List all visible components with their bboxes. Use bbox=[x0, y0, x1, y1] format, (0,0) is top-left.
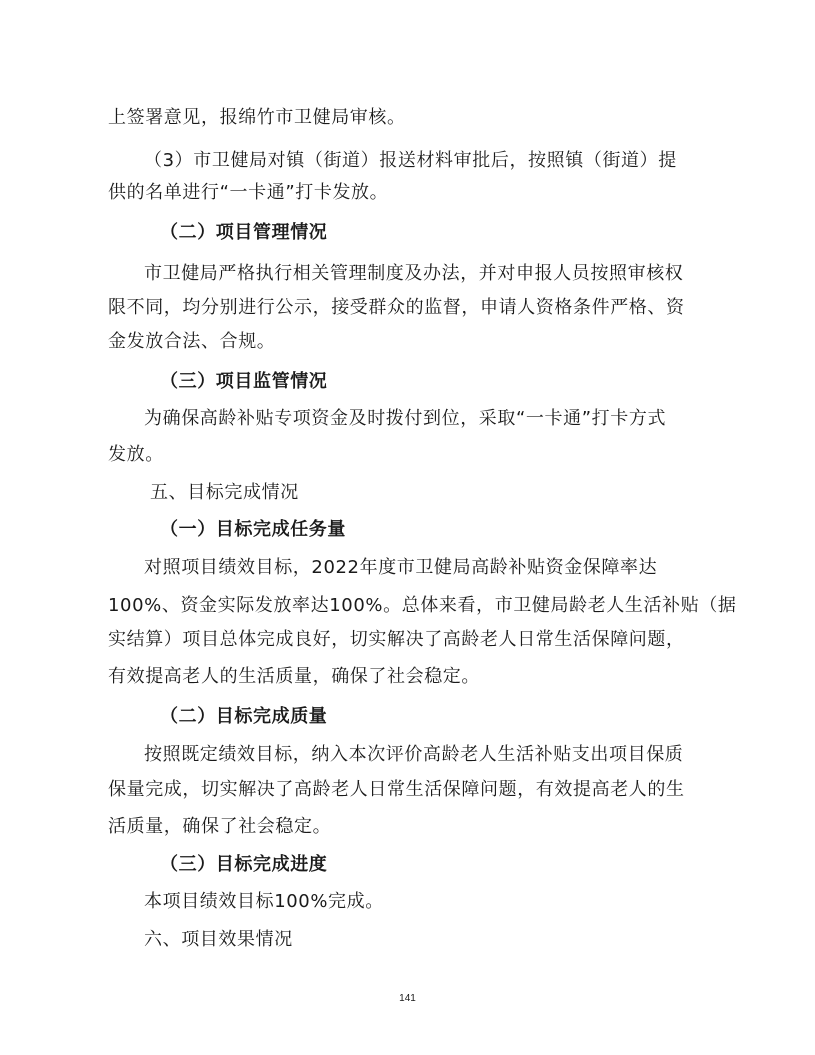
text-line-13: 对照项目绩效目标，2022年度市卫健局高龄补贴资金保障率达 bbox=[144, 557, 658, 578]
text-line-22: 本项目绩效目标100%完成。 bbox=[144, 891, 384, 912]
text-line-19: 保量完成，切实解决了高龄老人日常生活保障问题，有效提高老人的生 bbox=[108, 779, 685, 800]
section-heading-supervision: （三）项目监管情况 bbox=[160, 371, 328, 392]
page-number: 141 bbox=[399, 993, 416, 1004]
text-line-10: 发放。 bbox=[108, 444, 164, 465]
section-heading-management: （二）项目管理情况 bbox=[160, 222, 328, 243]
text-line-20: 活质量，确保了社会稳定。 bbox=[108, 816, 332, 837]
section-heading-task-quantity: （一）目标完成任务量 bbox=[160, 519, 346, 540]
text-line-16: 有效提高老人的生活质量，确保了社会稳定。 bbox=[108, 666, 480, 687]
text-line-9: 为确保高龄补贴专项资金及时拨付到位，采取“一卡通”打卡方式 bbox=[144, 408, 667, 429]
chapter-heading-target: 五、目标完成情况 bbox=[150, 482, 299, 503]
text-line-3: 供的名单进行“一卡通”打卡发放。 bbox=[108, 182, 389, 203]
text-line-14: 100%、资金实际发放率达100%。总体来看，市卫健局龄老人生活补贴（据 bbox=[108, 595, 737, 616]
chapter-heading-effect: 六、项目效果情况 bbox=[144, 929, 293, 950]
text-line-5: 市卫健局严格执行相关管理制度及办法，并对申报人员按照审核权 bbox=[144, 263, 684, 284]
text-line-15: 实结算）项目总体完成良好，切实解决了高龄老人日常生活保障问题， bbox=[108, 629, 685, 650]
text-line-1: 上签署意见，报绵竹市卫健局审核。 bbox=[108, 107, 406, 128]
text-line-2: （3）市卫健局对镇（街道）报送材料审批后，按照镇（街道）提 bbox=[144, 150, 677, 171]
section-heading-quality: （二）目标完成质量 bbox=[160, 706, 328, 727]
text-line-18: 按照既定绩效目标，纳入本次评价高龄老人生活补贴支出项目保质 bbox=[144, 744, 684, 765]
section-heading-progress: （三）目标完成进度 bbox=[160, 854, 328, 875]
text-line-6: 限不同，均分别进行公示，接受群众的监督，申请人资格条件严格、资 bbox=[108, 297, 685, 318]
text-line-7: 金发放合法、合规。 bbox=[108, 331, 276, 352]
